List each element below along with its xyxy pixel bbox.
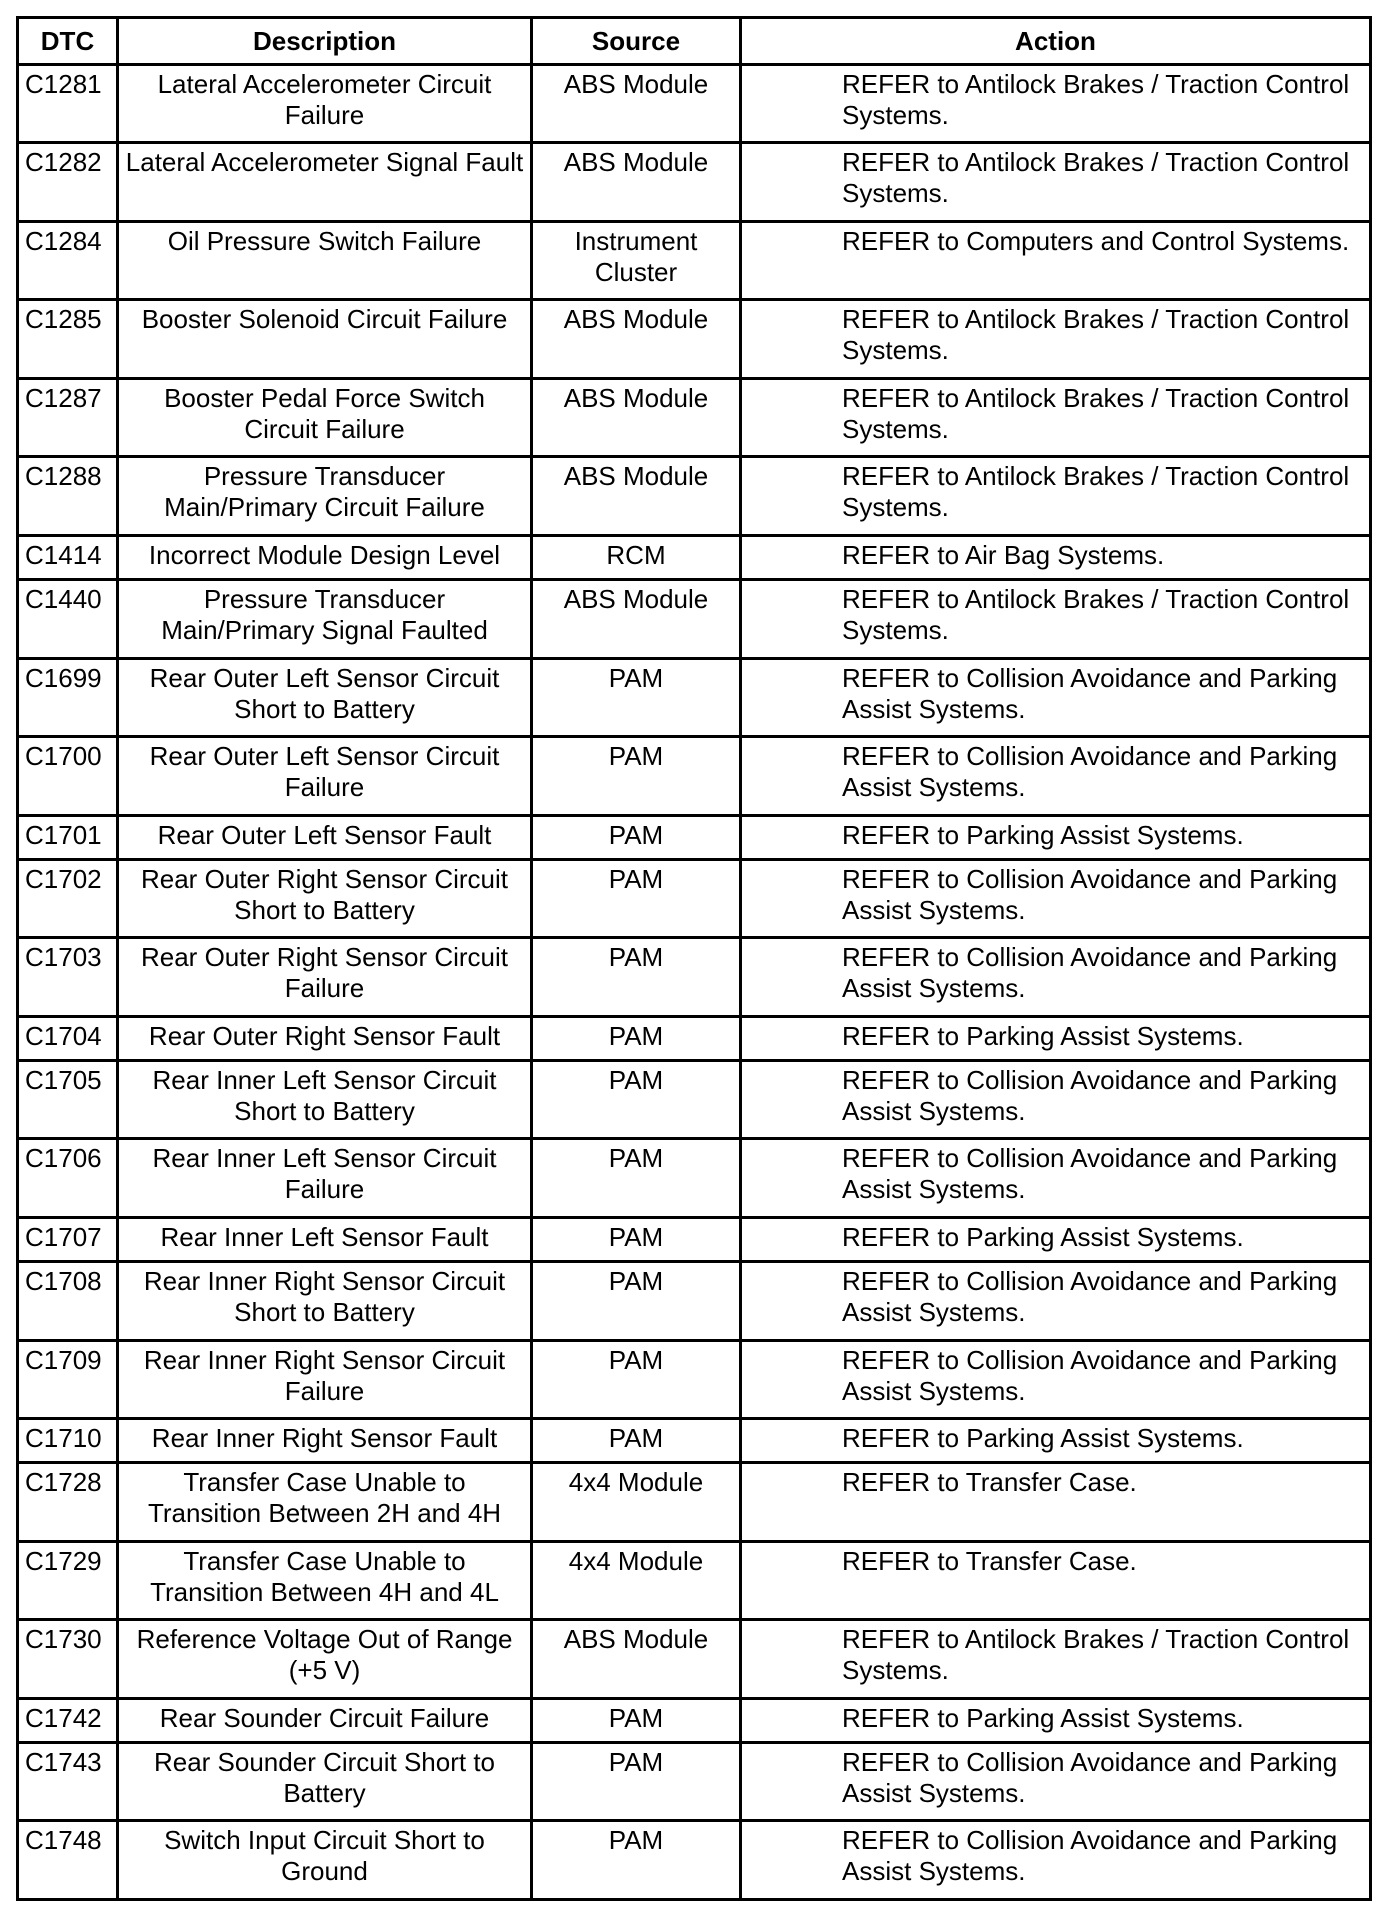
action-cell: REFER to Collision Avoidance and Parking Assist Systems. — [741, 859, 1371, 937]
source-cell: Instrument Cluster — [532, 221, 741, 299]
source-cell: PAM — [532, 859, 741, 937]
source-cell: PAM — [532, 658, 741, 736]
dtc-cell: C1728 — [18, 1463, 118, 1541]
action-cell: REFER to Collision Avoidance and Parking Assist Systems. — [741, 938, 1371, 1016]
source-cell: ABS Module — [532, 378, 741, 456]
description-cell: Pressure Transducer Main/Primary Signal Faulted — [118, 580, 532, 658]
table-row — [18, 1340, 1371, 1418]
source-cell: PAM — [532, 737, 741, 815]
table-row — [18, 815, 1371, 859]
source-cell: PAM — [532, 938, 741, 1016]
dtc-cell: C1709 — [18, 1340, 118, 1418]
action-cell: REFER to Collision Avoidance and Parking Assist Systems. — [741, 1821, 1371, 1900]
source-cell: PAM — [532, 815, 741, 859]
table-row — [18, 1541, 1371, 1619]
description-cell: Rear Inner Left Sensor Fault — [118, 1217, 532, 1261]
dtc-cell: C1440 — [18, 580, 118, 658]
table-row — [18, 65, 1371, 143]
description-cell: Rear Inner Left Sensor Circuit Failure — [118, 1139, 532, 1217]
dtc-cell: C1414 — [18, 535, 118, 579]
dtc-cell: C1701 — [18, 815, 118, 859]
description-cell: Reference Voltage Out of Range (+5 V) — [118, 1620, 532, 1698]
table-row — [18, 1217, 1371, 1261]
table-row — [18, 457, 1371, 535]
source-cell: PAM — [532, 1742, 741, 1820]
dtc-cell: C1288 — [18, 457, 118, 535]
description-cell: Booster Pedal Force Switch Circuit Failure — [118, 378, 532, 456]
dtc-cell: C1284 — [18, 221, 118, 299]
dtc-cell: C1702 — [18, 859, 118, 937]
table-row — [18, 938, 1371, 1016]
dtc-cell: C1705 — [18, 1060, 118, 1138]
description-cell: Rear Outer Right Sensor Circuit Failure — [118, 938, 532, 1016]
table-row — [18, 1698, 1371, 1742]
action-cell: REFER to Collision Avoidance and Parking Assist Systems. — [741, 1742, 1371, 1820]
table-row — [18, 143, 1371, 221]
dtc-cell: C1285 — [18, 300, 118, 378]
action-cell: REFER to Collision Avoidance and Parking Assist Systems. — [741, 1060, 1371, 1138]
description-cell: Pressure Transducer Main/Primary Circuit Failure — [118, 457, 532, 535]
source-cell: 4x4 Module — [532, 1541, 741, 1619]
description-cell: Rear Inner Right Sensor Fault — [118, 1419, 532, 1463]
source-cell: ABS Module — [532, 580, 741, 658]
header-action: Action — [741, 18, 1371, 65]
table-row — [18, 737, 1371, 815]
dtc-cell: C1730 — [18, 1620, 118, 1698]
dtc-cell: C1282 — [18, 143, 118, 221]
action-cell: REFER to Antilock Brakes / Traction Control Systems. — [741, 580, 1371, 658]
action-cell: REFER to Parking Assist Systems. — [741, 1419, 1371, 1463]
dtc-cell: C1287 — [18, 378, 118, 456]
table-row — [18, 859, 1371, 937]
action-cell: REFER to Parking Assist Systems. — [741, 1217, 1371, 1261]
description-cell: Rear Sounder Circuit Short to Battery — [118, 1742, 532, 1820]
dtc-cell: C1743 — [18, 1742, 118, 1820]
table-row — [18, 1262, 1371, 1340]
description-cell: Transfer Case Unable to Transition Between 4H and 4L — [118, 1541, 532, 1619]
action-cell: REFER to Antilock Brakes / Traction Control Systems. — [741, 378, 1371, 456]
dtc-cell: C1700 — [18, 737, 118, 815]
source-cell: ABS Module — [532, 143, 741, 221]
table-row — [18, 378, 1371, 456]
source-cell: PAM — [532, 1262, 741, 1340]
description-cell: Oil Pressure Switch Failure — [118, 221, 532, 299]
header-description: Description — [118, 18, 532, 65]
source-cell: ABS Module — [532, 457, 741, 535]
description-cell: Rear Inner Right Sensor Circuit Short to Battery — [118, 1262, 532, 1340]
description-cell: Switch Input Circuit Short to Ground — [118, 1821, 532, 1900]
source-cell: PAM — [532, 1139, 741, 1217]
table-row — [18, 1463, 1371, 1541]
dtc-cell: C1703 — [18, 938, 118, 1016]
source-cell: PAM — [532, 1821, 741, 1900]
description-cell: Rear Inner Right Sensor Circuit Failure — [118, 1340, 532, 1418]
action-cell: REFER to Collision Avoidance and Parking Assist Systems. — [741, 658, 1371, 736]
table-row — [18, 221, 1371, 299]
dtc-cell: C1710 — [18, 1419, 118, 1463]
action-cell: REFER to Air Bag Systems. — [741, 535, 1371, 579]
dtc-cell: C1281 — [18, 65, 118, 143]
source-cell: PAM — [532, 1698, 741, 1742]
source-cell: PAM — [532, 1016, 741, 1060]
description-cell: Rear Outer Left Sensor Fault — [118, 815, 532, 859]
description-cell: Transfer Case Unable to Transition Between 2H and 4H — [118, 1463, 532, 1541]
action-cell: REFER to Antilock Brakes / Traction Control Systems. — [741, 143, 1371, 221]
source-cell: 4x4 Module — [532, 1463, 741, 1541]
table-row — [18, 1016, 1371, 1060]
header-source: Source — [532, 18, 741, 65]
table-row — [18, 580, 1371, 658]
description-cell: Rear Outer Left Sensor Circuit Short to Battery — [118, 658, 532, 736]
dtc-table — [16, 16, 1372, 1901]
table-row — [18, 1139, 1371, 1217]
description-cell: Rear Inner Left Sensor Circuit Short to Battery — [118, 1060, 532, 1138]
action-cell: REFER to Antilock Brakes / Traction Control Systems. — [741, 300, 1371, 378]
header-dtc: DTC — [18, 18, 118, 65]
dtc-cell: C1699 — [18, 658, 118, 736]
dtc-cell: C1708 — [18, 1262, 118, 1340]
source-cell: ABS Module — [532, 1620, 741, 1698]
source-cell: PAM — [532, 1060, 741, 1138]
table-row — [18, 1620, 1371, 1698]
dtc-cell: C1742 — [18, 1698, 118, 1742]
dtc-cell: C1748 — [18, 1821, 118, 1900]
source-cell: ABS Module — [532, 65, 741, 143]
table-body — [18, 65, 1371, 1900]
description-cell: Booster Solenoid Circuit Failure — [118, 300, 532, 378]
action-cell: REFER to Antilock Brakes / Traction Control Systems. — [741, 65, 1371, 143]
dtc-cell: C1707 — [18, 1217, 118, 1261]
action-cell: REFER to Collision Avoidance and Parking Assist Systems. — [741, 1340, 1371, 1418]
dtc-cell: C1704 — [18, 1016, 118, 1060]
action-cell: REFER to Collision Avoidance and Parking Assist Systems. — [741, 737, 1371, 815]
action-cell: REFER to Antilock Brakes / Traction Control Systems. — [741, 1620, 1371, 1698]
action-cell: REFER to Computers and Control Systems. — [741, 221, 1371, 299]
action-cell: REFER to Transfer Case. — [741, 1541, 1371, 1619]
table-row — [18, 658, 1371, 736]
source-cell: RCM — [532, 535, 741, 579]
description-cell: Incorrect Module Design Level — [118, 535, 532, 579]
description-cell: Rear Outer Left Sensor Circuit Failure — [118, 737, 532, 815]
source-cell: PAM — [532, 1419, 741, 1463]
action-cell: REFER to Collision Avoidance and Parking Assist Systems. — [741, 1262, 1371, 1340]
table-row — [18, 535, 1371, 579]
table-row — [18, 1821, 1371, 1900]
description-cell: Rear Sounder Circuit Failure — [118, 1698, 532, 1742]
table-row — [18, 1060, 1371, 1138]
source-cell: ABS Module — [532, 300, 741, 378]
action-cell: REFER to Parking Assist Systems. — [741, 1698, 1371, 1742]
source-cell: PAM — [532, 1340, 741, 1418]
dtc-cell: C1729 — [18, 1541, 118, 1619]
action-cell: REFER to Parking Assist Systems. — [741, 1016, 1371, 1060]
action-cell: REFER to Transfer Case. — [741, 1463, 1371, 1541]
description-cell: Lateral Accelerometer Signal Fault — [118, 143, 532, 221]
table-row — [18, 300, 1371, 378]
description-cell: Rear Outer Right Sensor Fault — [118, 1016, 532, 1060]
header-row — [18, 18, 1371, 65]
description-cell: Lateral Accelerometer Circuit Failure — [118, 65, 532, 143]
source-cell: PAM — [532, 1217, 741, 1261]
action-cell: REFER to Antilock Brakes / Traction Control Systems. — [741, 457, 1371, 535]
table-row — [18, 1742, 1371, 1820]
dtc-cell: C1706 — [18, 1139, 118, 1217]
table-row — [18, 1419, 1371, 1463]
description-cell: Rear Outer Right Sensor Circuit Short to Battery — [118, 859, 532, 937]
action-cell: REFER to Collision Avoidance and Parking Assist Systems. — [741, 1139, 1371, 1217]
action-cell: REFER to Parking Assist Systems. — [741, 815, 1371, 859]
